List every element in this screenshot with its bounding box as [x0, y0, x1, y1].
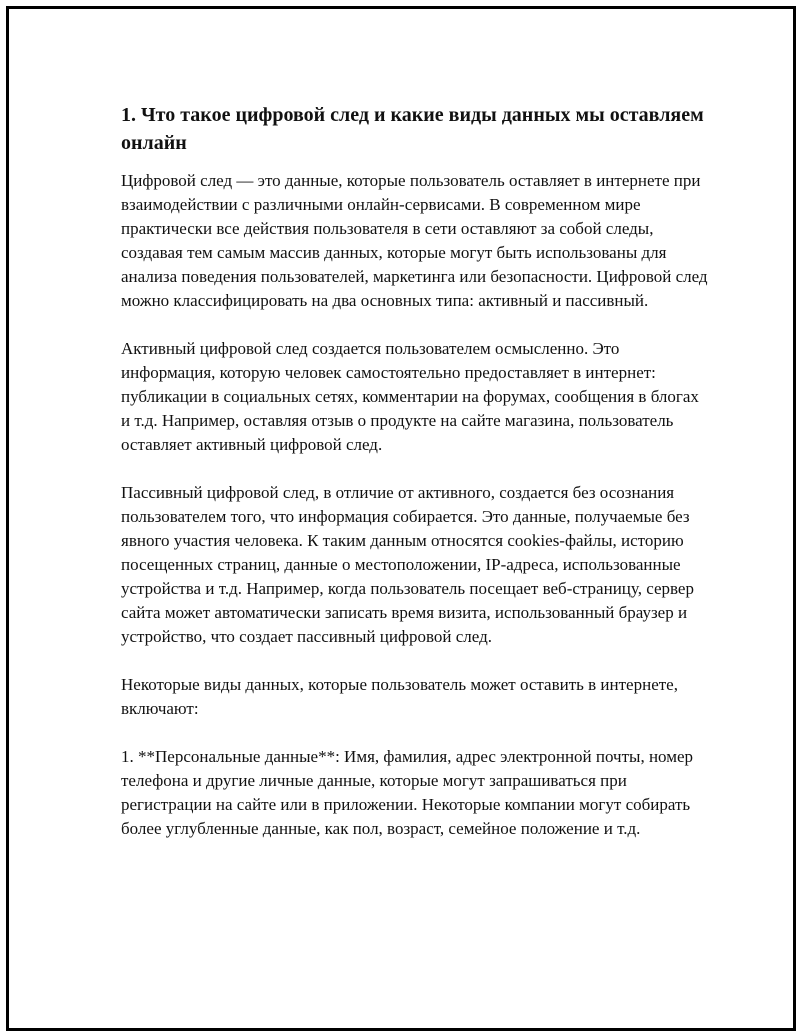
paragraph-definition: Цифровой след — это данные, которые пользователь оставляет в интернете при взаимодействии с различными онлайн-сервисами. В современном мире практически все действия пользователя в сети оставляют за собой следы, создавая тем самым массив данных, которые могут быть использованы для анализа поведения пользователей, маркетинга или безопасности. Цифровой след можно классифицировать на два основных типа: активный и пассивный. [121, 171, 708, 310]
paragraph-data-types-intro: Некоторые виды данных, которые пользователь может оставить в интернете, включают: [121, 675, 678, 718]
page-frame [6, 6, 796, 1031]
section-heading: 1. Что такое цифровой след и какие виды данных мы оставляем онлайн [121, 104, 704, 154]
document-body [121, 101, 711, 865]
paragraph-active-footprint: Активный цифровой след создается пользователем осмысленно. Это информация, которую человек самостоятельно предоставляет в интернет: публикации в социальных сетях, комментарии на форумах, сообщения в блогах и т.д. Например, оставляя отзыв о продукте на сайте магазина, пользователь оставляет активный цифровой след. [121, 339, 699, 454]
paragraph-personal-data: 1. **Персональные данные**: Имя, фамилия, адрес электронной почты, номер телефона и другие личные данные, которые могут запрашиваться при регистрации на сайте или в приложении. Некоторые компании могут собирать более углубленные данные, как пол, возраст, семейное положение и т.д. [121, 747, 694, 838]
paragraph-passive-footprint: Пассивный цифровой след, в отличие от активного, создается без осознания пользователем того, что информация собирается. Это данные, получаемые без явного участия человека. К таким данным относятся cookies-файлы, историю посещенных страниц, данные о местоположении, IP-адреса, использованные устройства и т.д. Например, когда пользователь посещает веб-страницу, сервер сайта может автоматически записать время визита, использованный браузер и устройство, что создает пассивный цифровой след. [121, 483, 694, 646]
